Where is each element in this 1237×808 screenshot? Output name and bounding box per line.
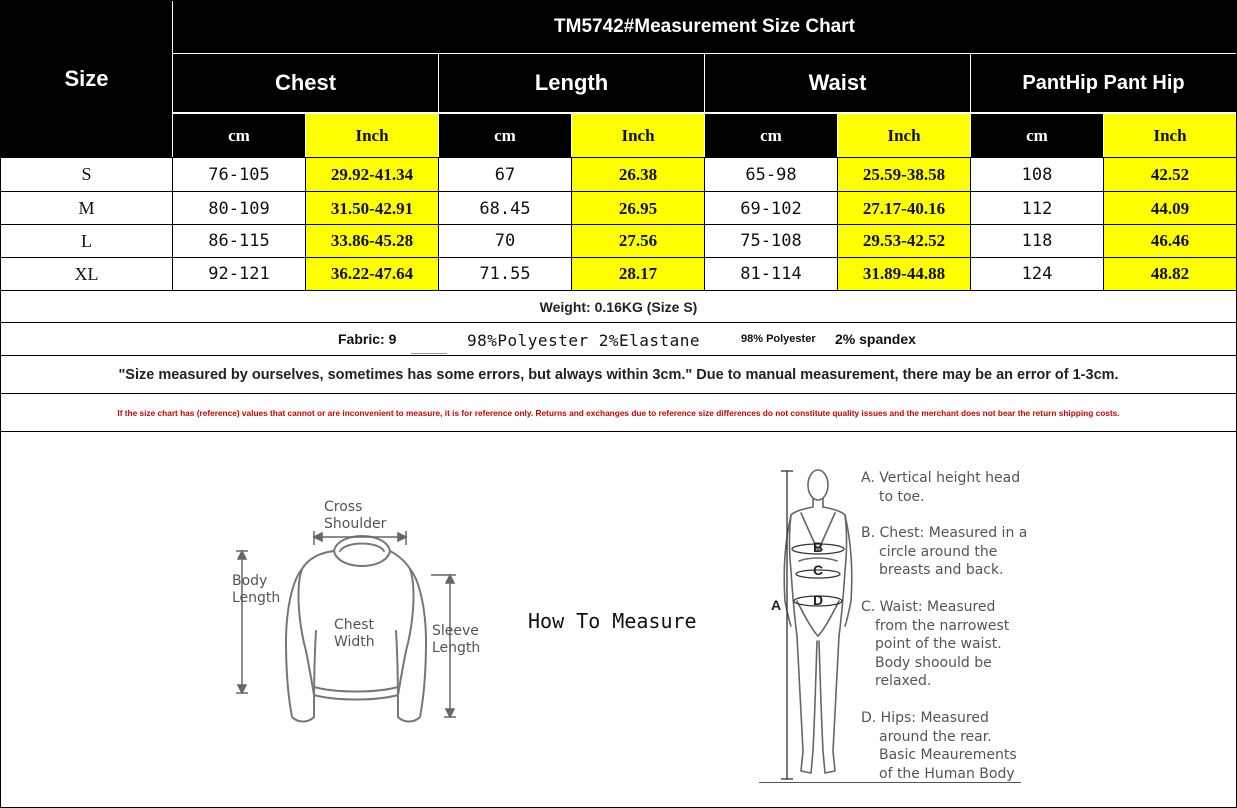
data-cell-cm: 69-102 xyxy=(740,198,802,219)
body-length-label: Body Length xyxy=(232,573,281,606)
disclaimer: If the size chart has (reference) values that cannot or are inconvenient to measure, it is for reference only. Returns and exchanges due to reference size differences do not constitute quality issues and the merchant does not bear the return shipping costs. xyxy=(117,407,1120,418)
note-chest: B. Chest: Measured in a circle around the breasts and back. xyxy=(861,525,1028,578)
data-cell-inch: 29.92-41.34 xyxy=(306,158,438,191)
human-body-sketch xyxy=(761,461,861,786)
data-cell-cm: 118 xyxy=(1021,231,1053,251)
body-letter-c: C xyxy=(813,562,824,578)
data-cell-inch: 48.82 xyxy=(1104,258,1236,290)
unit-header-cm: cm xyxy=(971,114,1103,157)
sleeve-length-label: Sleeve Length xyxy=(432,623,481,656)
how-to-measure-title: How To Measure xyxy=(528,609,697,633)
body-letter-a: A xyxy=(771,597,782,613)
unit-header-inch: Inch xyxy=(306,114,438,157)
fabric-extra: 2% spandex xyxy=(835,331,916,347)
data-cell-inch: 28.17 xyxy=(572,258,704,290)
size-cell: S xyxy=(81,164,92,184)
unit-header-cm: cm xyxy=(173,114,305,157)
data-cell-cm: 71.55 xyxy=(479,264,531,284)
size-cell: M xyxy=(78,198,95,218)
unit-header-inch: Inch xyxy=(572,114,704,157)
data-cell-cm: 70 xyxy=(494,231,516,251)
data-cell-inch: 27.56 xyxy=(572,225,704,257)
data-cell-inch: 25.59-38.58 xyxy=(838,158,970,191)
data-cell-cm: 92-121 xyxy=(208,264,270,284)
data-cell-cm: 65-98 xyxy=(745,164,797,185)
data-cell-inch: 42.52 xyxy=(1104,158,1236,191)
data-cell-cm: 68.45 xyxy=(479,198,531,219)
fabric-composition-small: 98% Polyester xyxy=(741,333,816,345)
data-cell-cm: 86-115 xyxy=(208,231,270,251)
data-cell-inch: 44.09 xyxy=(1104,192,1236,225)
size-header: Size xyxy=(1,1,172,157)
data-cell-inch: 26.38 xyxy=(572,158,704,191)
data-cell-inch: 26.95 xyxy=(572,192,704,225)
data-cell-inch: 46.46 xyxy=(1104,225,1236,257)
group-header-waist: Waist xyxy=(705,54,970,112)
garment-diagram xyxy=(226,491,496,731)
size-cell: L xyxy=(81,230,92,251)
note-hips: D. Hips: Measured around the rear. Basic Meaurements of the Human Body xyxy=(861,710,1017,782)
group-header-hip: PantHip Pant Hip xyxy=(971,54,1236,112)
data-cell-cm: 76-105 xyxy=(208,164,270,185)
body-diagram xyxy=(761,461,861,786)
data-cell-cm: 67 xyxy=(494,164,516,185)
size-cell: XL xyxy=(74,263,99,284)
note-waist: C. Waist: Measured from the narrowest point of the waist. Body shoould be relaxed. xyxy=(861,599,1010,689)
group-header-chest: Chest xyxy=(173,54,438,112)
data-cell-inch: 36.22-47.64 xyxy=(306,258,438,290)
data-cell-inch: 27.17-40.16 xyxy=(838,192,970,225)
fabric-composition: 98%Polyester 2%Elastane xyxy=(467,331,701,350)
weight-info: Weight: 0.16KG (Size S) xyxy=(539,298,698,315)
data-cell-cm: 112 xyxy=(1021,198,1053,219)
data-cell-inch: 31.89-44.88 xyxy=(838,258,970,290)
group-header-length: Length xyxy=(439,54,704,112)
body-letter-b: B xyxy=(813,539,824,555)
data-cell-inch: 29.53-42.52 xyxy=(838,225,970,257)
chart-title: TM5742#Measurement Size Chart xyxy=(173,1,1236,53)
data-cell-cm: 81-114 xyxy=(740,264,802,284)
fabric-info xyxy=(1,323,1236,355)
data-cell-inch: 33.86-45.28 xyxy=(306,225,438,257)
data-cell-cm: 124 xyxy=(1021,264,1053,284)
chest-width-label: Chest Width xyxy=(334,617,375,650)
data-cell-cm: 80-109 xyxy=(208,198,270,219)
unit-header-inch: Inch xyxy=(838,114,970,157)
body-letter-d: D xyxy=(813,592,824,608)
data-cell-cm: 75-108 xyxy=(740,231,802,251)
measurement-note: "Size measured by ourselves, sometimes has some errors, but always within 3cm." Due to manual measurement, there may be an error of 1-3cm. xyxy=(118,366,1119,383)
fabric-label: Fabric: 9 xyxy=(338,331,397,347)
unit-header-cm: cm xyxy=(439,114,571,157)
data-cell-inch: 31.50-42.91 xyxy=(306,192,438,225)
cross-shoulder-label: Cross Shoulder xyxy=(324,499,387,532)
unit-header-inch: Inch xyxy=(1104,114,1236,157)
data-cell-cm: 108 xyxy=(1021,164,1053,185)
note-height: A. Vertical height head to toe. xyxy=(861,470,1021,505)
body-diagram-baseline xyxy=(759,782,1021,783)
unit-header-cm: cm xyxy=(705,114,837,157)
